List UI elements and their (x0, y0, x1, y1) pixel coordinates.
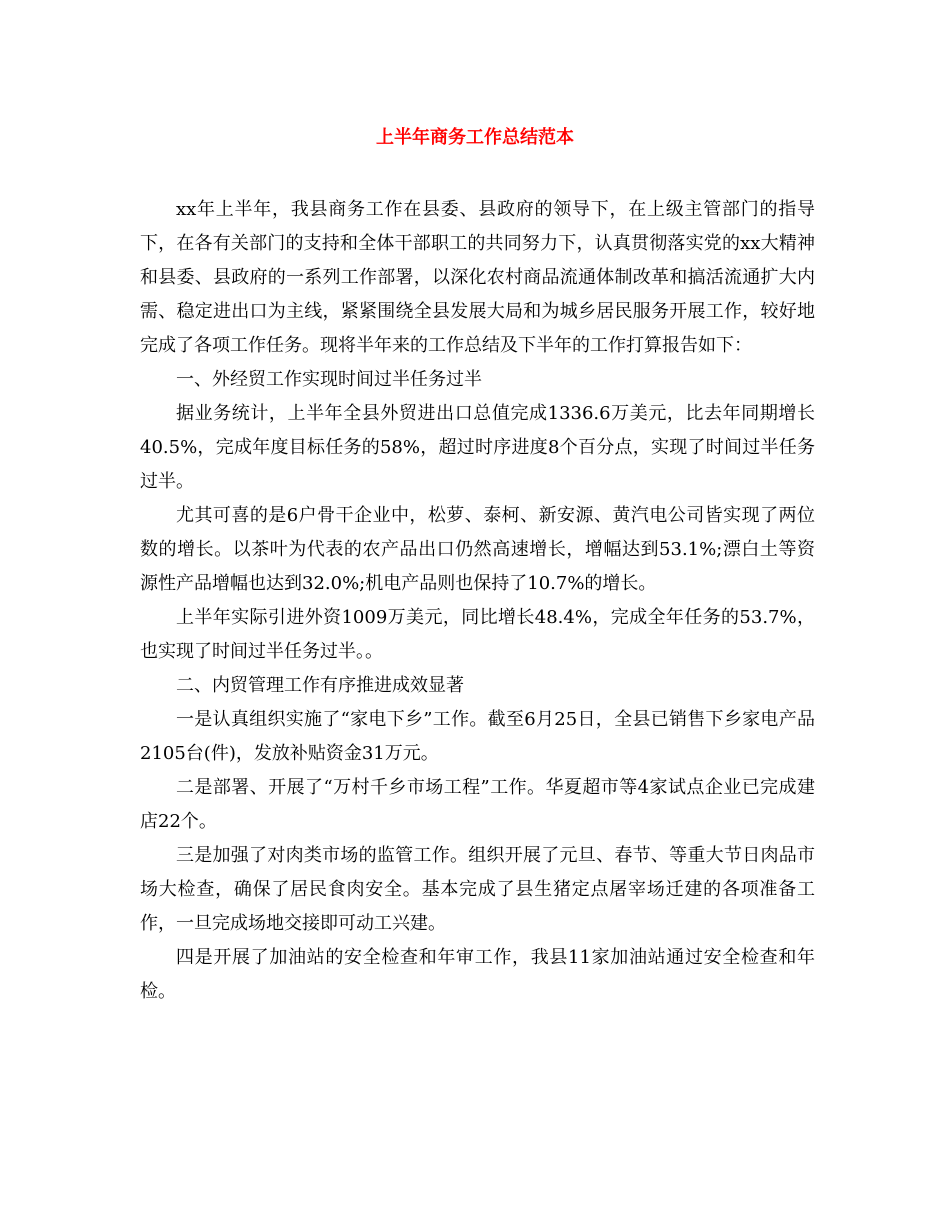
paragraph: 上半年实际引进外资1009万美元，同比增长48.4%，完成全年任务的53.7%，也实现了时间过半任务过半。。 (140, 607, 815, 662)
paragraph: 一是认真组织实施了“家电下乡”工作。截至6月25日，全县已销售下乡家电产品2105台(件)，发放补贴资金31万元。 (140, 709, 815, 764)
paragraph: 二是部署、开展了“万村千乡市场工程”工作。华夏超市等4家试点企业已完成建店22个。 (140, 777, 815, 832)
paragraph: 尤其可喜的是6户骨干企业中，松萝、泰柯、新安源、黄汽电公司皆实现了两位数的增长。以茶叶为代表的农产品出口仍然高速增长，增幅达到53.1%;漂白土等资源性产品增幅也达到32.0%;机电产品则也保持了10.7%的增长。 (140, 505, 815, 594)
section-heading-2: 二、内贸管理工作有序推进成效显著 (176, 675, 464, 696)
paragraph-intro: xx年上半年，我县商务工作在县委、县政府的领导下，在上级主管部门的指导下，在各有关部门的支持和全体干部职工的共同努力下，认真贯彻落实党的xx大精神和县委、县政府的一系列工作部署，以深化农村商品流通体制改革和搞活流通扩大内需、稳定进出口为主线，紧紧围绕全县发展大局和为城乡居民服务开展工作，较好地完成了各项工作任务。现将半年来的工作总结及下半年的工作打算报告如下： (140, 199, 815, 356)
paragraph: 三是加强了对肉类市场的监管工作。组织开展了元旦、春节、等重大节日肉品市场大检查，确保了居民食肉安全。基本完成了县生猪定点屠宰场迁建的各项准备工作，一旦完成场地交接即可动工兴建。 (140, 845, 815, 934)
section-heading-1: 一、外经贸工作实现时间过半任务过半 (176, 369, 482, 390)
paragraph: 据业务统计，上半年全县外贸进出口总值完成1336.6万美元，比去年同期增长40.5%，完成年度目标任务的58%，超过时序进度8个百分点，实现了时间过半任务过半。 (140, 403, 815, 492)
document-title: 上半年商务工作总结范本 (376, 127, 574, 148)
document-body (140, 193, 815, 1009)
paragraph: 四是开展了加油站的安全检查和年审工作，我县11家加油站通过安全检查和年检。 (140, 947, 815, 1002)
